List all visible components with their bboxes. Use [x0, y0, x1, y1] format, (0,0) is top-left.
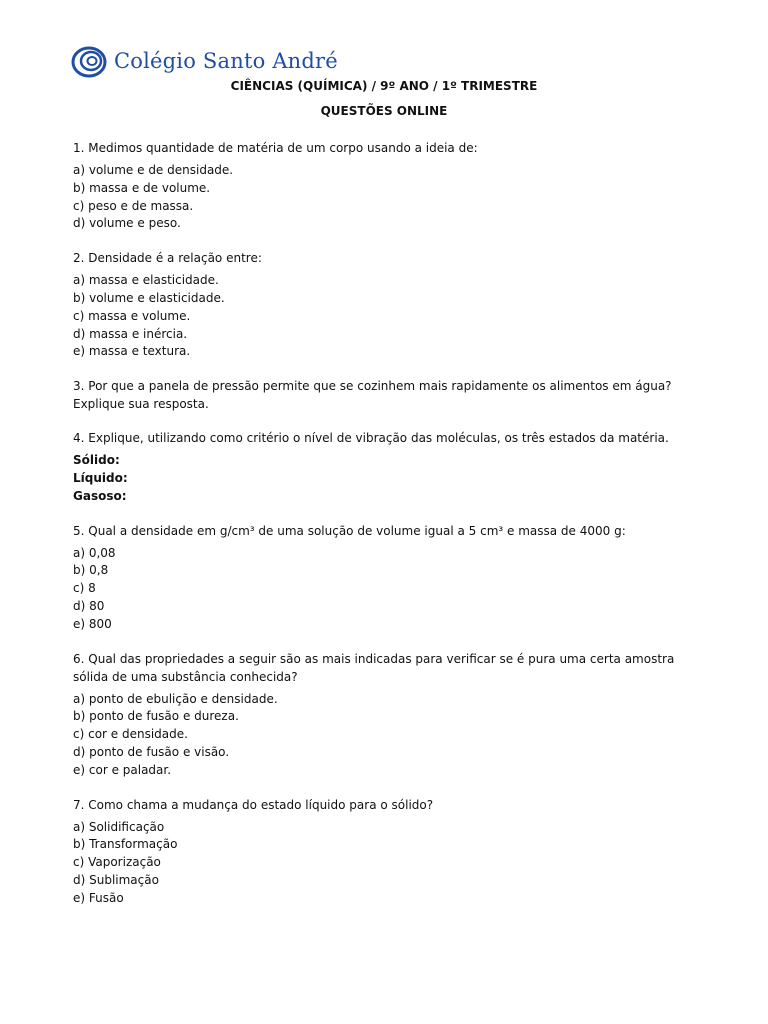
option: a) ponto de ebulição e densidade. [73, 691, 278, 706]
option: e) massa e textura. [73, 344, 191, 359]
option: c) peso e de massa. [73, 198, 194, 213]
options-q1 [73, 162, 703, 233]
option: b) 0,8 [73, 563, 109, 578]
option: b) massa e de volume. [73, 180, 211, 195]
question-6: 6. Qual das propriedades a seguir são as mais indicadas para verificar se é pura uma certa amostra sólida de uma substância conhecida? [73, 651, 675, 684]
option: a) massa e elasticidade. [73, 273, 219, 288]
school-name: Colégio Santo André [114, 49, 338, 73]
option: a) 0,08 [73, 545, 116, 560]
option: e) 800 [73, 616, 112, 631]
options-q2 [73, 272, 703, 361]
option: d) 80 [73, 598, 105, 613]
question-7: 7. Como chama a mudança do estado líquido para o sólido? [73, 797, 434, 812]
state-label: Líquido: [73, 470, 128, 485]
option: d) ponto de fusão e visão. [73, 744, 230, 759]
state-label: Sólido: [73, 453, 120, 468]
options-q7 [73, 819, 703, 908]
questions-list [73, 139, 703, 924]
page-subtitle: QUESTÕES ONLINE [320, 104, 448, 118]
option: e) Fusão [73, 890, 124, 905]
option: c) massa e volume. [73, 308, 191, 323]
options-q6 [73, 691, 703, 780]
option: c) Vaporização [73, 855, 161, 870]
question-1: 1. Medimos quantidade de matéria de um corpo usando a ideia de: [73, 141, 478, 155]
option: d) massa e inércia. [73, 326, 188, 341]
option: b) ponto de fusão e dureza. [73, 709, 239, 724]
option: c) cor e densidade. [73, 727, 188, 742]
option: c) 8 [73, 581, 96, 596]
states-q4 [73, 452, 703, 505]
option: b) Transformação [73, 837, 178, 852]
swirl-logo-icon [70, 41, 110, 81]
state-label: Gasoso: [73, 488, 127, 503]
school-logo [70, 40, 338, 82]
subject-heading: CIÊNCIAS (QUÍMICA) / 9º ANO / 1º TRIMESTRE [230, 79, 538, 93]
option: a) Solidificação [73, 819, 165, 834]
question-3: 3. Por que a panela de pressão permite que se cozinhem mais rapidamente os alimentos em água? Explique sua resposta. [73, 379, 672, 412]
option: d) volume e peso. [73, 216, 181, 231]
option: e) cor e paladar. [73, 762, 172, 777]
question-2: 2. Densidade é a relação entre: [73, 251, 262, 266]
options-q5 [73, 545, 703, 634]
option: b) volume e elasticidade. [73, 290, 225, 305]
question-5: 5. Qual a densidade em g/cm³ de uma solução de volume igual a 5 cm³ e massa de 4000 g: [73, 523, 626, 538]
question-4: 4. Explique, utilizando como critério o nível de vibração das moléculas, os três estados da matéria. [73, 431, 669, 446]
option: a) volume e de densidade. [73, 163, 234, 177]
option: d) Sublimação [73, 872, 159, 887]
